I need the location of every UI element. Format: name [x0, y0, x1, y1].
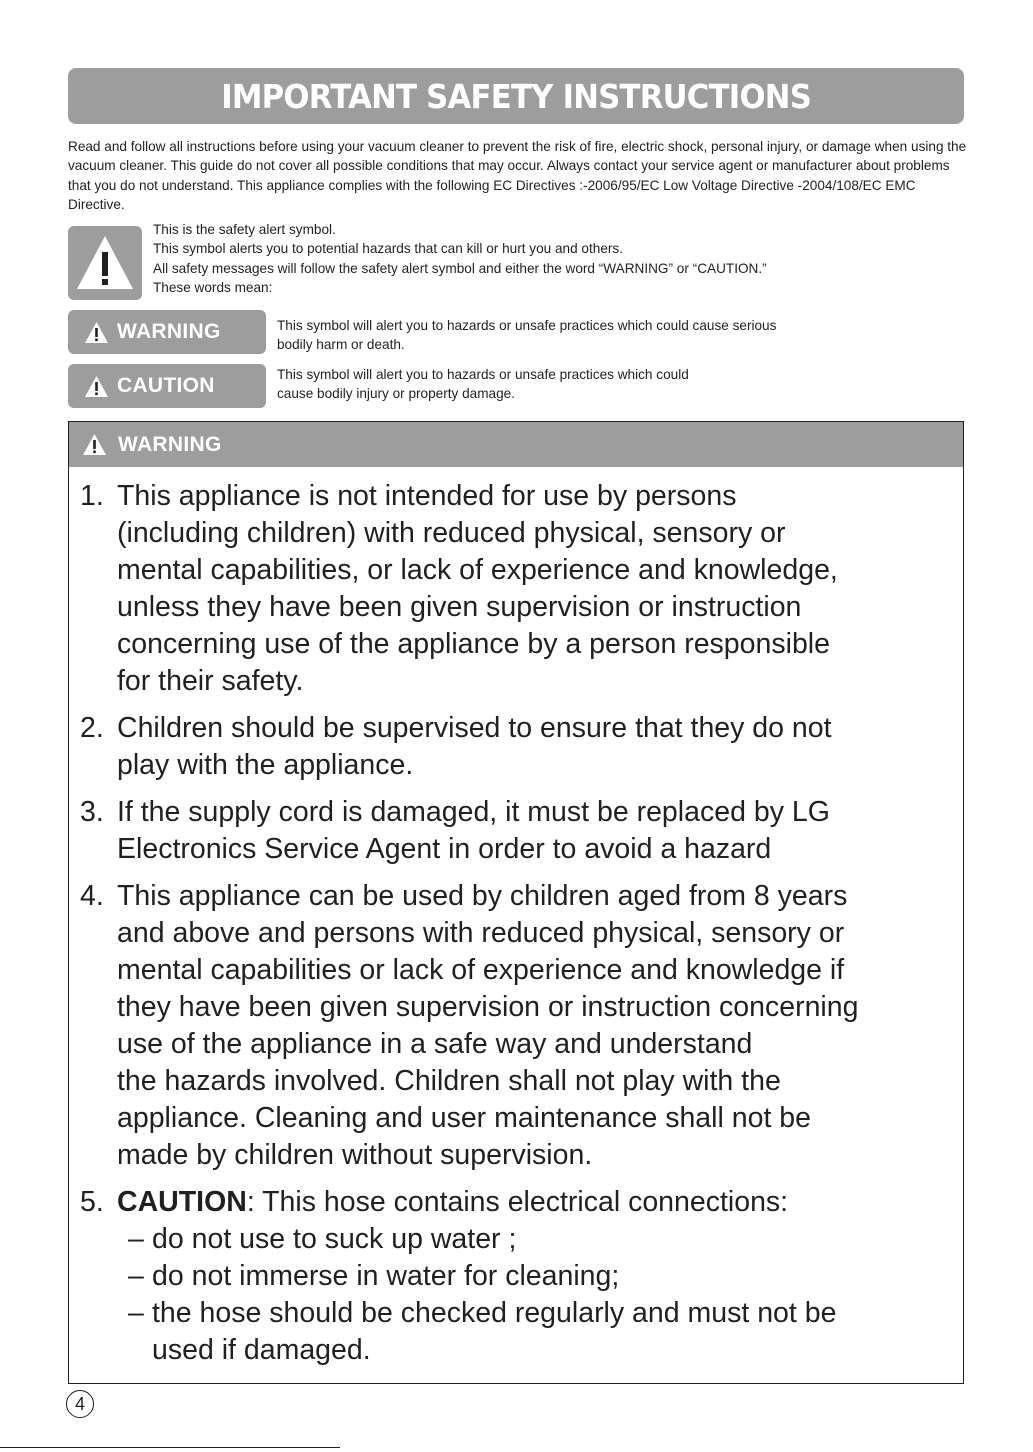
- item-number: 1.: [80, 480, 104, 512]
- list-item: [80, 1184, 960, 1369]
- item-line: mental capabilities, or lack of experience and knowledge,: [117, 554, 838, 586]
- dash-marker: –: [128, 1297, 144, 1329]
- intro-line: damage when using the vacuum cleaner. This guide do not cover all possible conditions that may occur. Always contact your: [68, 139, 967, 174]
- warning-triangle-icon: [84, 321, 109, 344]
- warning-desc-line: bodily harm or death.: [277, 337, 405, 353]
- page-title: IMPORTANT SAFETY INSTRUCTIONS: [221, 76, 811, 116]
- warning-list: [80, 478, 960, 1379]
- item-number: 2.: [80, 712, 104, 744]
- item-line: appliance. Cleaning and user maintenance shall not be: [117, 1102, 811, 1134]
- symbol-line: This symbol alerts you to potential hazards that can kill or hurt you and others.: [153, 241, 623, 257]
- warning-description: [277, 316, 917, 355]
- bullet-line: the hose should be checked regularly and must not be: [152, 1297, 837, 1329]
- intro-line: Read and follow all instructions before using your vacuum cleaner to prevent the risk of fire, electric shock, personal injury, or: [68, 139, 819, 154]
- item-line: If the supply cord is damaged, it must be replaced by LG: [117, 796, 830, 828]
- list-item: [80, 710, 960, 784]
- page-number: [66, 1390, 94, 1418]
- item-line: for their safety.: [117, 665, 304, 697]
- intro-line: service agent or manufacturer about problems that you do not understand. This appliance complies with the following EC: [68, 158, 950, 193]
- item-line: unless they have been given supervision or instruction: [117, 591, 802, 623]
- exclamation-mark-icon: [75, 233, 135, 293]
- caution-desc-line: This symbol will alert you to hazards or unsafe practices which could: [277, 367, 689, 382]
- item-number: 3.: [80, 796, 104, 828]
- warning-panel: [68, 421, 964, 1384]
- symbol-line: These words mean:: [153, 279, 273, 295]
- bullet-item: [117, 1295, 960, 1369]
- item-line: This appliance is not intended for use by persons: [117, 480, 737, 512]
- bullet-line: used if damaged.: [152, 1334, 371, 1366]
- page-number-text: 4: [74, 1393, 85, 1414]
- item-line: use of the appliance in a safe way and understand: [117, 1028, 753, 1060]
- item-text: : This hose contains electrical connections:: [246, 1186, 789, 1218]
- intro-line: Directives :-2006/95/EC Low Voltage Directive -2004/108/EC EMC Directive.: [68, 177, 916, 212]
- dash-marker: –: [128, 1260, 144, 1292]
- caution-triangle-icon: [84, 375, 109, 398]
- list-item: [80, 478, 960, 700]
- safety-symbol-description: [153, 220, 767, 297]
- symbol-line: All safety messages will follow the safety alert symbol and either the word “WARNING” or “CAUTION.”: [153, 260, 767, 276]
- bottom-divider: [0, 1447, 340, 1448]
- list-item: [80, 878, 960, 1174]
- warning-triangle-icon: [82, 433, 107, 456]
- bullet-item: [117, 1221, 960, 1258]
- symbol-line: This is the safety alert symbol.: [153, 222, 336, 237]
- bullet-item: [117, 1258, 960, 1295]
- item-line: play with the appliance.: [117, 749, 414, 781]
- item-number: 4.: [80, 880, 104, 912]
- bullet-line: do not immerse in water for cleaning;: [152, 1260, 620, 1292]
- item-line: they have been given supervision or instruction concerning: [117, 991, 859, 1023]
- warning-label: WARNING: [117, 320, 221, 343]
- bullet-line: do not use to suck up water ;: [152, 1223, 517, 1255]
- warning-panel-header: [69, 422, 963, 467]
- item-line: the hazards involved. Children shall not play with the: [117, 1065, 781, 1097]
- item-line: Electronics Service Agent in order to avoid a hazard: [117, 833, 772, 865]
- caution-signal-badge: [68, 364, 266, 408]
- caution-description: [277, 365, 917, 404]
- warning-signal-badge: [68, 310, 266, 354]
- warning-desc-line: This symbol will alert you to hazards or unsafe practices which could cause serious: [277, 318, 777, 333]
- list-item: [80, 794, 960, 868]
- caution-keyword: CAUTION: [117, 1186, 247, 1218]
- dash-marker: –: [128, 1223, 144, 1255]
- item-line: [117, 1184, 960, 1221]
- caution-bullets: [117, 1221, 960, 1369]
- item-line: made by children without supervision.: [117, 1139, 593, 1171]
- item-line: This appliance can be used by children aged from 8 years: [117, 880, 848, 912]
- item-number: 5.: [80, 1186, 104, 1218]
- item-line: (including children) with reduced physical, sensory or: [117, 517, 786, 549]
- item-line: concerning use of the appliance by a person responsible: [117, 628, 830, 660]
- warning-panel-title: WARNING: [118, 432, 222, 456]
- safety-alert-symbol: [68, 226, 142, 300]
- title-banner: [68, 68, 964, 124]
- caution-desc-line: cause bodily injury or property damage.: [277, 386, 516, 402]
- item-line: Children should be supervised to ensure that they do not: [117, 712, 832, 744]
- intro-paragraph: [68, 137, 968, 214]
- item-line: and above and persons with reduced physical, sensory or: [117, 917, 845, 949]
- caution-label: CAUTION: [117, 374, 215, 397]
- item-line: mental capabilities or lack of experience and knowledge if: [117, 954, 845, 986]
